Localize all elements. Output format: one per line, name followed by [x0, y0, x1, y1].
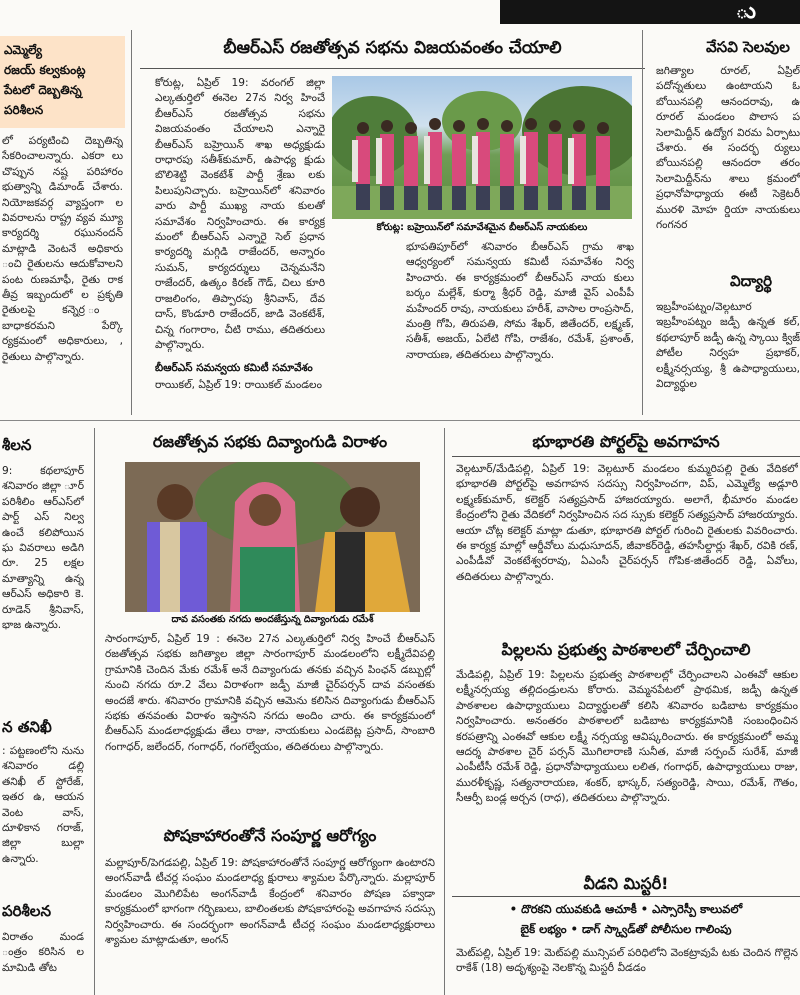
brs-leaders-photo — [332, 76, 632, 219]
right-bottom-headline3: వీడని మిస్టరీ! — [583, 874, 669, 893]
right-bottom-bullet1: • దొరకని యువకుడి ఆచూకీ • ఎస్సారెస్పీ కాలువలో — [509, 902, 743, 916]
mid-bottom-body: సారంగాపూర్, ఏప్రిల్ 19 : ఈనెల 27న ఎల్కతుర్తిలో నిర్వ హించే బీఆర్ఎస్ రజతోత్సవ సభకు జగిత్యాల జిల్లా సారంగాపూర్ మండలంలోని లక్ష్మీదేవిపల్లి గ్రామానికి చెందిన మేకు రమేశ్ అనే దివ్యాంగుడు తనకు వచ్చిన పింఛన్ డబ్బుల్లో నుంచి నగదు రూ.2 వేలు విరాళంగా జడ్పీ మాజీ చైర్‌పర్సన్ దావ వసంతకు అందజే శారు. శనివారం గ్రామానికి వచ్చిన ఆమెను కలిసిన దివ్యాంగుడు బీఆర్ఎస్ సభకు తనవంతు విరాళం ఇస్తానని నగదు అందిం చారు. ఈ కార్యక్రమంలో బీఆర్ఎస్ మండలాధ్యక్షుడు తేలు రాజు, నాయకులు ఎండబెట్ల ప్రసాద్, సాంబారి గంగాధర్, జలేందర్, గంగాధర్, గంగల్వేయం, తదితరులు పాల్గొన్నారు. — [105, 633, 435, 753]
center-top-col1: కోరుట్ల, ఏప్రిల్ 19: వరంగల్ జిల్లా ఎల్కతుర్తిలో ఈనెల 27న నిర్వ హించే బీఆర్ఎస్ రజతోత్సవ సభను విజయవంతం చేయాలని ఎన్నారై బీఆర్ఎస్ బహ్రెయిన్ శాఖ అధ్యక్షుడు రాధారపు సతీశ్‌కుమార్, ఉపాధ్య క్షుడు బొలిశెట్టి వెంకటేశ్ పార్టీ శ్రేణు లకు పిలుపునిచ్చారు. బహ్రెయిన్‌లో శనివారం వారు పార్టీ ముఖ్య నాయ కులతో సమావేశం నిర్వహించారు. ఈ కార్యక్ర మంలో బీఆర్ఎస్ ఎన్నారై సెల్ ప్రధాన కార్యదర్శి మగ్గిడి రాజేందర్, అన్నారం సుమన్, కార్యదర్శులు చెన్నమనేని రాజేందర్, ఉత్కం కిరణ్ గౌడ్, చిలు కూరి రాజలింగం, తిప్పారపు శ్రీనివాస్, దేవ దాస్, కొండూరి రాజేందర్, జాడి వెంకటేశ్, చిన్న గంగారాం, చీటి రాము, తదితరులు పాల్గొన్నారు. — [155, 77, 325, 351]
masthead-bar — [500, 0, 800, 24]
center-top-subhead: బీఆర్ఎస్ సమన్వయ కమిటీ సమావేశం — [155, 362, 330, 377]
right-top-headline: వేసవి సెలవుల — [706, 38, 790, 56]
left-top-body: లో పర్యటించి దెబ్బతిన్న సేకరించాలన్నారు. ఎకరా లు చొప్పున నష్ట పరిహారం భుత్వాన్ని డిమాండ్ చేశారు. నియోజకవర్గ వ్యాప్తంగా ల వివరాలను రాష్ట్ర వ్యవ మ్యూ కార్యదర్శి రఘునందన్ మాట్లాడి వెంటనే అధికారు ంచి రైతులను ఆదుకోవాలని పంట రుణమాఫీ, రైతు రాక తీవ్ర ఇబ్బందులో ల ప్రకృతి రైతులపై కన్నెర్ర ం బాధాకరమని పేర్కొ ర్యక్రమంలో అధికారులు, , రైతులు పాల్గొన్నారు. — [2, 135, 123, 363]
left-bottom-body3: విరాతం మండ ంత్రం కరిసిన ల మామిడి తోట — [2, 931, 84, 974]
left-bottom-head2: న తనిఖీ — [2, 718, 52, 736]
mid-bottom-headline: రజతోత్సవ సభకు దివ్యాంగుడి విరాళం — [152, 432, 388, 451]
left-top-box-line: ఎమ్మెల్యే — [4, 43, 43, 57]
right-bottom-body2: మేడిపల్లి, ఏప్రిల్ 19: పిల్లలను ప్రభుత్వ పాఠశాలల్లో చేర్పించాలని ఎంఈవో ఆకుల లక్ష్మీనర్సయ్య తల్లిదండ్రులను కోరారు. వెమ్మనపేటలో ప్రాథమిక, జడ్పీ ఉన్నత పాఠశాలల ఉపాధ్యాయులు విద్యార్థులతో కలిసి శనివారం బడిబాట కార్యక్రమం నిర్వహించారు. అనంతరం పాఠశాలలో బడిబాట కార్యక్రమానికి సంబంధించిన కరపత్రాన్ని ఎంఈవో ఆకుల లక్ష్మీ నర్సయ్య ఆవిష్కరించారు. ఈ కార్యక్రమంలో అమ్మ ఆదర్శ పాఠశాల చైర్ పర్సన్ మొగిలారాణి సునీత, మాజీ సర్పంచ్ సురేశ్, మాజీ ఎంపీటీసీ రమేశ్ రెడ్డి, ప్రధానోపాధ్యాయులు లలిత, గంగాధర్, ఉపాధ్యాయులు రాజు, మురళీకృష్ణ, సత్యనారాయణ, శంకర్, భాస్కర్, సత్యంరెడ్డి, సాయి, రమేశ్, గౌతం, సీఆర్పీ బండ్ల అర్చన (రాధ), తదితరులు పాల్గొన్నారు. — [456, 669, 798, 805]
right-top-subhead: విద్యార్థి — [730, 272, 773, 290]
section-rule — [0, 420, 800, 421]
column-rule — [642, 30, 643, 415]
mid-bottom-headline2: పోషకాహారంతోనే సంపూర్ణ ఆరోగ్యం — [163, 826, 377, 845]
right-top-body: జగిత్యాల రూరల్, ఏప్రిల్ పదోన్నతులు ఉంటాయని ఓ బోయినపల్లి ఆనందరావు, ఉ రూరల్ మండలం పొలాస ప సెలామిద్దీన్ ఉద్యోగ విరమ ఏర్పాటు చేశారు. ఈ సందర్భ ర్యులు బోయినపల్లి ఆనందరా తరం సెలామిద్దీన్‌ను శాలు క్రమంలో ప్రధానోపాధ్యాయ ఈటీ సెక్రెటరీ మురళి మోహ ర్డియా నాయకులు గంగనర — [656, 65, 800, 232]
headline-rule — [452, 456, 800, 457]
mid-bottom-body2: మల్లాపూర్/పెగడపల్లి, ఏప్రిల్ 19: పోషకాహారంతోనే సంపూర్ణ ఆరోగ్యంగా ఉంటారని అంగన్‌వాడీ టీచర్ల సంఘం మండలాధ్య క్షురాలు శ్యామల పేర్కొన్నారు. మల్లాపూర్ మండలం మొగిలిపేట అంగన్‌వాడీ కేంద్రంలో శనివారం పోషణ పక్వాడా కార్యక్రమంలో భాగంగా గర్భిణులు, బాలింతలకు పోషకాహారంపై అవగాహన సదస్సు నిర్వహించారు. ఈ సందర్భంగా అంగన్‌వాడీ టీచర్ల సంఘం మండలాధ్యక్షురాలు శ్యామల మాట్లాడుతూ, అంగన్ — [105, 857, 435, 947]
column-rule — [444, 428, 445, 995]
right-bottom-bullet2: బైక్ లభ్యం • డాగ్ స్క్వాడ్‌తో పోలీసుల గాలింపు — [520, 922, 732, 936]
center-top-col2: భూపతిపూర్‌లో శనివారం బీఆర్ఎస్ గ్రామ శాఖ ఆధ్వర్యంలో సమన్వయ కమిటీ సమావేశం నిర్వ హించారు. ఈ కార్యక్రమంలో బీఆర్ఎస్ నాయ కులు బర్కం మల్లేశ్, కుర్మా శ్రీధర్ రెడ్డి, మాజీ వైస్ ఎంపీపీ మహేందర్ రావు, నాయకులు హరీశ్, వాసాల రాంప్రసాద్, మంత్రి గోపి, తిరుపతి, సోమ శేఖర్, జితేందర్, లక్ష్మణ్, సతీశ్, అజయ్, ఏలేటి గోపి, రాజేశం, రమేశ్, ప్రశాంత్, నారాయణ, తదితరులు పాల్గొన్నారు. — [406, 241, 634, 361]
right-top-body2: ఇబ్రహీంపట్నం/వెల్గటూర ఇబ్రహీంపట్నం జడ్పీ ఉన్నత కల్, కథలాపూర్ జడ్పీ ఉన్న స్కాయి క్విజ్ పోటీల నిర్వహ ప్రభాకర్, లక్ష్మీనర్సయ్య, శ్రీ ఉపాధ్యాయులు, విద్యార్థుల — [656, 301, 800, 391]
right-bottom-body: వెల్గటూర్/మేడిపల్లి, ఏప్రిల్ 19: వెల్గటూర్ మండలం కుమ్మరిపల్లి రైతు వేదికలో భూభారతి పోర్టల్‌పై అవగాహన సదస్సు నిర్వహించగా, విప్, ఎమ్మెల్యే అడ్లూరి లక్ష్మణ్‌కుమార్, కలెక్టర్ సత్యప్రసాద్ హాజరయ్యారు. అలాగే, భీమారం మండల కేంద్రంలోని రైతు వేదికలో నిర్వహించిన సద స్సుకు కలెక్టర్ సత్యప్రసాద్ హాజరయ్యారు. ఆయా చోట్ల కలెక్టర్ మాట్లా డుతూ, భూభారతి పోర్టల్ గురించి రైతులకు వివరించారు. ఈ కార్యక్ర మాల్లో ఆర్డీవోలు మధుసూదన్, జీవాకర్‌రెడ్డి, తహసీల్దార్లు శేఖర్, రవికి రణ్, ఎంపీడీవో వెంకటేశ్వరరావు, ఏఎంసీ చైర్‌పర్సన్ గోపిక-జితేందర్ రెడ్డి, ఏవోలు, తదితరులు పాల్గొన్నారు. — [456, 463, 798, 583]
left-top-box — [0, 36, 125, 128]
left-bottom-head1: శీలన — [2, 436, 32, 454]
brs-leaders-photo-art — [332, 76, 632, 219]
headline-rule — [140, 68, 645, 69]
brs-leaders-photo-caption: కోరుట్ల: బహ్రెయిన్‌లో సమావేశమైన బీఆర్ఎస్ నాయకులు — [376, 222, 588, 233]
donation-photo-art — [125, 462, 420, 612]
headline-rule — [452, 896, 800, 897]
left-bottom-head3: పరిశీలన — [2, 902, 51, 920]
left-bottom-body1: 9: కథలాపూర్ శనివారం జిల్లా ూర్ పరిశీలిం ఆర్ఎస్‌లో పార్ట్ ఎస్ నిల్వ ఉంచే కలిపోయిన ఘ వివరాలు అడిగి రూ. 25 లక్షల మాత్యాన్ని ఉన్న ఆర్ఎస్ అధికారి కె. రూడెన్ శ్రీనివాస్, భాజ ఉన్నారు. — [2, 465, 84, 632]
column-rule — [94, 428, 95, 995]
left-bottom-body2: : పట్టణంలోని నును శనివారం డల్లి తనిఖీ ల్ స్టోరేజ్, ఇతర ఉ, ఆయన వెంట వాస్, దూళికాన గరాజ్, జిల్లా బుల్లా ఉన్నారు. — [2, 745, 84, 865]
left-top-box-line: రజయ్ కల్వకుంట్ల — [4, 63, 86, 77]
right-bottom-body3: మెట్‌పల్లి, ఏప్రిల్ 19: మెట్‌పల్లి మున్సిపల్ పరిధిలోని వెంకట్రావుపే టకు చెందిన గొల్లెన రాకేశ్ (18) అదృశ్యంపై నెలకొన్న మిస్టరీ వీడడం — [456, 947, 798, 975]
column-rule — [131, 30, 132, 415]
left-top-box-line: పేటలో దెబ్బతిన్న — [4, 83, 82, 97]
right-bottom-headline2: పిల్లలను ప్రభుత్వ పాఠశాలలో చేర్పించాలి — [501, 640, 751, 659]
center-top-col1-tail: రాయికల్, ఏప్రిల్ 19: రాయికల్ మండలం — [155, 379, 322, 391]
right-bottom-headline: భూభారతి పోర్టల్‌పై అవగాహన — [532, 432, 720, 451]
center-top-headline: బీఆర్ఎస్ రజతోత్సవ సభను విజయవంతం చేయాలి — [223, 38, 562, 58]
left-top-box-line: పరిశీలన — [4, 103, 44, 117]
donation-photo-caption: దావ వసంతకు నగదు అందజేస్తున్న దివ్యాంగుడు రమేశ్ — [171, 614, 374, 625]
masthead-glyph: ు — [735, 0, 756, 24]
donation-photo — [125, 462, 420, 612]
